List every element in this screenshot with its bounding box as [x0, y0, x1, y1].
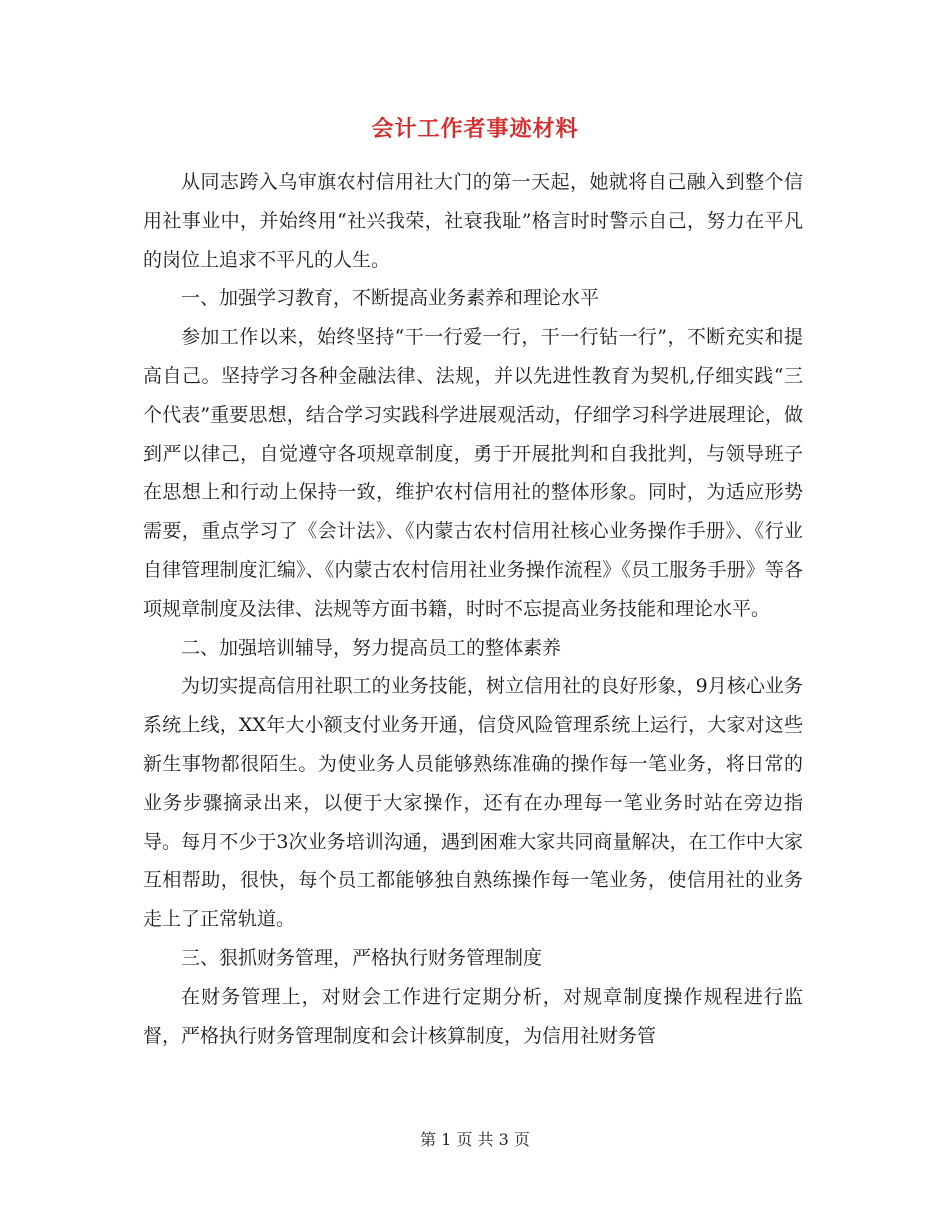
- paragraph-intro: 从同志跨入乌审旗农村信用社大门的第一天起，她就将自己融入到整个信用社事业中，并始终用“社兴我荣，社衰我耻”格言时时警示自己，努力在平凡的岗位上追求不平凡的人生。: [143, 171, 803, 271]
- document-body: [143, 163, 803, 1055]
- page-number-footer: 第 1 页 共 3 页: [420, 1130, 530, 1149]
- paragraph-section-3: 在财务管理上，对财会工作进行定期分析，对规章制度操作规程进行监督，严格执行财务管理制度和会计核算制度，为信用社财务管: [143, 985, 803, 1047]
- section-heading-3: 三、狠抓财务管理，严格执行财务管理制度: [181, 946, 543, 969]
- paragraph-section-1: 参加工作以来，始终坚持“干一行爱一行，干一行钻一行”，不断充实和提高自己。坚持学习各种金融法律、法规，并以先进性教育为契机,仔细实践“三个代表”重要思想，结合学习实践科学进展观活动，仔细学习科学进展理论，做到严以律己，自觉遵守各项规章制度，勇于开展批判和自我批判，与领导班子在思想上和行动上保持一致，维护农村信用社的整体形象。同时，为适应形势需要，重点学习了《会计法》、《内蒙古农村信用社核心业务操作手册》、《行业自律管理制度汇编》、《内蒙古农村信用社业务操作流程》《员工服务手册》等各项规章制度及法律、法规等方面书籍，时时不忘提高业务技能和理论水平。: [143, 326, 803, 620]
- document-title: 会计工作者事迹材料: [371, 117, 579, 142]
- paragraph-section-2: 为切实提高信用社职工的业务技能，树立信用社的良好形象，9月核心业务系统上线，XX年大小额支付业务开通，信贷风险管理系统上运行，大家对这些新生事物都很陌生。为使业务人员能够熟练准确的操作每一笔业务，将日常的业务步骤摘录出来，以便于大家操作，还有在办理每一笔业务时站在旁边指导。每月不少于3次业务培训沟通，遇到困难大家共同商量解决，在工作中大家互相帮助，很快，每个员工都能够独自熟练操作每一笔业务，使信用社的业务走上了正常轨道。: [143, 675, 803, 931]
- section-heading-2: 二、加强培训辅导，努力提高员工的整体素养: [181, 636, 562, 659]
- section-heading-1: 一、加强学习教育，不断提高业务素养和理论水平: [181, 287, 600, 310]
